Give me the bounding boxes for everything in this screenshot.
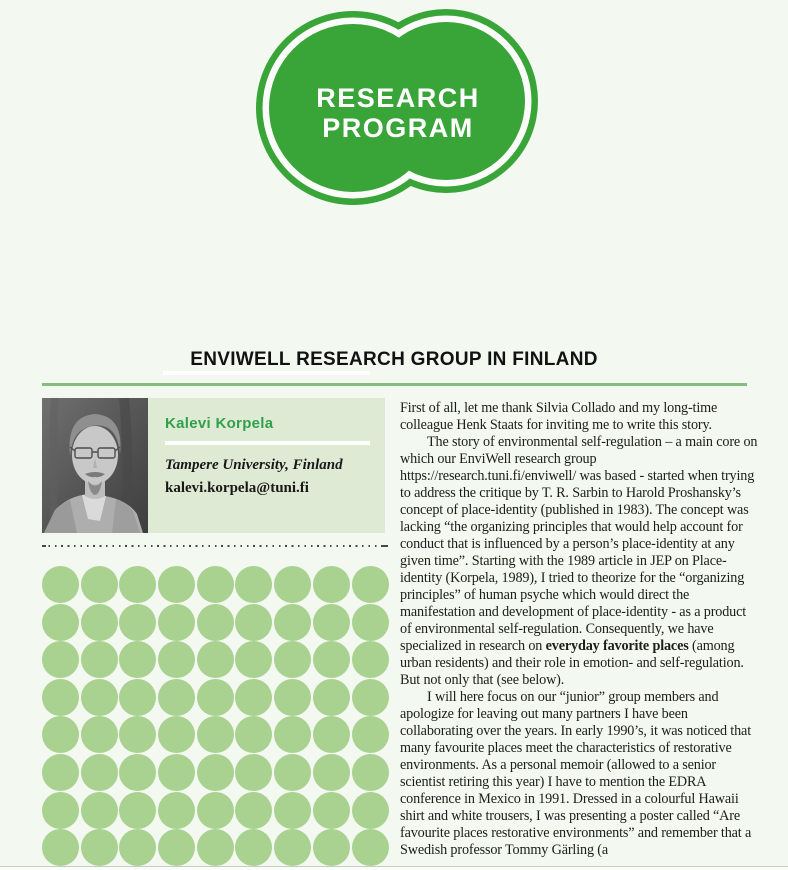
decor-circle xyxy=(235,754,272,791)
decor-circle xyxy=(119,792,156,829)
decor-circle xyxy=(158,716,195,753)
badge-label-line1: RESEARCH xyxy=(316,83,480,113)
author-card xyxy=(42,398,385,533)
decor-circle xyxy=(81,679,118,716)
decor-circle xyxy=(81,792,118,829)
decor-circle xyxy=(235,679,272,716)
author-info-panel xyxy=(148,398,385,533)
paragraph xyxy=(400,689,758,859)
decor-circle xyxy=(158,641,195,678)
decor-circle xyxy=(352,679,389,716)
decor-circle xyxy=(158,679,195,716)
decor-circle xyxy=(274,829,311,866)
author-name: Kalevi Korpela xyxy=(165,415,274,432)
decor-circle xyxy=(42,679,79,716)
decor-circle xyxy=(352,641,389,678)
decor-circle xyxy=(158,792,195,829)
dotted-separator xyxy=(42,545,388,547)
bold-text-run: everyday favorite places xyxy=(545,638,689,654)
decor-circle xyxy=(313,566,350,603)
text-run: (among urban residents) and their role in emotion- and self-regulation. But not only that (see below). xyxy=(400,638,744,688)
decor-circle xyxy=(274,754,311,791)
decor-circle xyxy=(42,829,79,866)
decor-circle xyxy=(313,829,350,866)
author-photo xyxy=(42,398,148,533)
paragraph xyxy=(400,400,758,434)
decor-circle xyxy=(42,754,79,791)
decor-circle xyxy=(274,792,311,829)
decor-circle xyxy=(274,641,311,678)
decor-circle xyxy=(81,604,118,641)
decor-circle xyxy=(274,604,311,641)
author-email: kalevi.korpela@tuni.fi xyxy=(165,480,309,496)
decor-circle xyxy=(313,679,350,716)
decor-circle xyxy=(197,566,234,603)
paragraph xyxy=(400,434,758,689)
decor-circle xyxy=(42,716,79,753)
decor-circle xyxy=(352,754,389,791)
decor-circle xyxy=(158,829,195,866)
text-run: I will here focus on our “junior” group members and apologize for leaving out many partners I have been collaborating over the years. In early 1990’s, it was noticed that many favourite places meet the characteristics of restorative environments. As a personal memoir (allowed to a senior scientist retiring this year) I have to mention the EDRA conference in Mexico in 1991. Dressed in a colourful Hawaii shirt and white trousers, I was presenting a poster called “Are favourite places restorative environments” and remember that a Swedish professor Tommy Gärling (a xyxy=(400,689,752,858)
decor-circle xyxy=(352,716,389,753)
text-run: First of all, let me thank Silvia Collado and my long-time colleague Henk Staats for inviting me to write this story. xyxy=(400,400,718,433)
decor-circle xyxy=(42,604,79,641)
decor-circle xyxy=(81,641,118,678)
decor-circle xyxy=(81,716,118,753)
decor-circle xyxy=(119,829,156,866)
badge-label-line2: PROGRAM xyxy=(322,113,474,143)
research-program-badge-icon xyxy=(251,3,541,208)
circle-grid xyxy=(42,566,389,867)
decor-circle xyxy=(235,566,272,603)
decor-circle xyxy=(197,754,234,791)
decor-circle xyxy=(352,566,389,603)
decor-circle xyxy=(42,641,79,678)
decor-circle xyxy=(235,641,272,678)
decor-circle xyxy=(274,716,311,753)
body-column xyxy=(400,400,758,866)
decor-circle xyxy=(235,829,272,866)
decor-circle xyxy=(352,829,389,866)
decor-circle xyxy=(197,679,234,716)
author-affiliation: Tampere University, Finland xyxy=(165,457,343,473)
text-run: The story of environmental self-regulation – a main core on which our EnviWell research group https://research.tuni.fi/enviwell/ was based - started when trying to address the critique by T. R. Sarbin to Harold Proshansky’s concept of place-identity (published in 1983). The concept was lacking “the organizing principles that would help account for conduct that is influenced by a person’s place-identity at any given time”. Starting with the 1989 article in JEP on Place-identity (Korpela, 1989), I tried to theorize for the “organizing principles” of human psyche which would direct the manifestation and development of place-identity - as a product of environmental self-regulation. Consequently, we have specialized in research on xyxy=(400,434,758,654)
decor-circle xyxy=(81,829,118,866)
decor-circle xyxy=(235,716,272,753)
decor-circle xyxy=(119,754,156,791)
decor-circle xyxy=(197,604,234,641)
decor-circle xyxy=(313,641,350,678)
article-title: ENVIWELL RESEARCH GROUP IN FINLAND xyxy=(190,349,598,370)
decor-circle xyxy=(81,566,118,603)
decor-circle xyxy=(119,641,156,678)
decor-circle xyxy=(42,792,79,829)
decor-circle xyxy=(235,792,272,829)
decor-circle xyxy=(119,566,156,603)
decor-circle xyxy=(313,792,350,829)
title-highlight-bar xyxy=(163,371,370,375)
decor-circle xyxy=(274,566,311,603)
decor-circle xyxy=(119,679,156,716)
decor-circle xyxy=(352,604,389,641)
decor-circle xyxy=(313,604,350,641)
decor-circle xyxy=(197,829,234,866)
decor-circle xyxy=(119,604,156,641)
decor-circle xyxy=(158,604,195,641)
page-bottom-edge xyxy=(0,866,788,870)
decor-circle xyxy=(81,754,118,791)
decor-circle xyxy=(197,792,234,829)
title-rule xyxy=(42,383,747,386)
decor-circle xyxy=(158,754,195,791)
decor-circle xyxy=(352,792,389,829)
decor-circle xyxy=(119,716,156,753)
decor-circle xyxy=(313,716,350,753)
decor-circle xyxy=(235,604,272,641)
author-name-divider xyxy=(165,441,370,445)
decor-circle xyxy=(197,716,234,753)
decor-circle xyxy=(197,641,234,678)
decor-circle xyxy=(274,679,311,716)
decor-circle xyxy=(313,754,350,791)
decor-circle xyxy=(42,566,79,603)
decor-circle xyxy=(158,566,195,603)
